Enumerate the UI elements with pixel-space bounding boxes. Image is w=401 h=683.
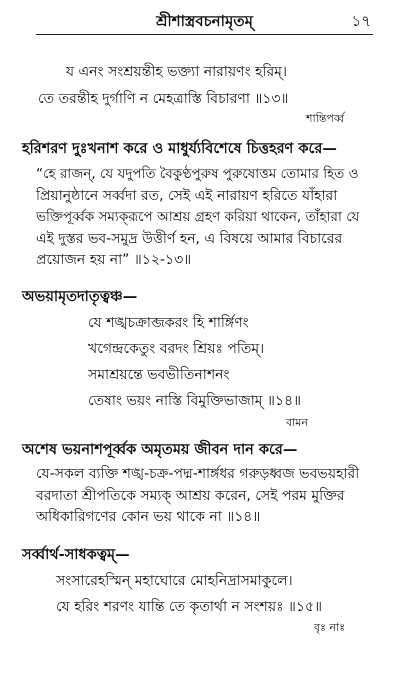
verse-line: যে হরিং শরণং যান্তি তে কৃতার্থা ন সংশয়ঃ ॥১৫॥ — [56, 599, 322, 615]
paragraph-line: অধিকারিগণের কোন ভয় থাকে না ॥১৪॥ — [36, 509, 261, 525]
section-heading: অভয়ামৃতদাতৃত্বঞ্চ— — [22, 289, 138, 305]
running-header — [36, 8, 373, 35]
section-heading: সর্ব্বার্থ-সাধকত্বম্— — [22, 547, 130, 563]
section-heading: অশেষ ভয়নাশপূর্ব্বক অমৃতময় জীবন দান করে— — [22, 442, 298, 458]
verse-line: তে তরন্তীহ দুর্গাণি ন মেহত্রাস্তি বিচারণা ॥১৩॥ — [38, 91, 289, 107]
paragraph-line: “হে রাজন্‌, যে যদুপতি বৈকুণ্ঠপুরুষ পুরুষোত্তম তোমার হিত ও — [36, 166, 359, 182]
paragraph-line: ভক্তিপূর্ব্বক সম্যক্‌রূপে আশ্রয় গ্রহণ করিয়া থাকেন, তাঁহারা যে — [36, 209, 360, 225]
verse-source: বৃঃ নাঃ — [314, 621, 346, 634]
section-heading: হরিশরণ দুঃখনাশ করে ও মাধুর্য্যবিশেষে চিত্তহরণ করে— — [22, 141, 337, 157]
header-title: শ্রীশাস্ত্রবচনামৃতম্ — [156, 12, 253, 30]
verse-line: সংসারেহস্মিন্‌ মহাঘোরে মোহনিদ্রাসমাকুলে। — [56, 573, 293, 589]
verse-source: বামন — [286, 416, 308, 429]
paragraph-line: প্রয়োজন হয় না” ॥১২-১৩॥ — [36, 252, 192, 268]
verse-source: শান্তিপর্ব্ব — [306, 112, 345, 125]
verse-line: য এনং সংশ্রয়ন্তীহ ভক্ত্যা নারায়ণং হরিম্। — [66, 64, 287, 80]
verse-line: সমাশ্রয়ন্তে ভবভীতিনাশনং — [88, 367, 230, 383]
paragraph — [36, 464, 366, 529]
paragraph-line: যে-সকল ব্যক্তি শঙ্খ-চক্র-পদ্ম-শার্ঙ্গধর গরুড়ধ্বজ ভবভয়হারী — [36, 466, 360, 482]
paragraph-line: বরদাতা শ্রীপতিকে সম্যক্‌ আশ্রয় করেন, সেই পরম মুক্তির — [36, 487, 345, 504]
verse-line: খগেন্দ্রকেতুং বরদং শ্রিয়ঃ পতিম্। — [88, 341, 265, 357]
paragraph-line: এই দুস্তর ভব-সমুদ্র উত্তীর্ণ হন, এ বিষয়ে আমার বিচারের — [36, 230, 343, 247]
verse-line: তেষাং ভয়ং নাস্তি বিমুক্তিভাজাম্ ॥১৪॥ — [88, 393, 302, 409]
page-number: ১৭ — [351, 12, 371, 30]
paragraph — [36, 164, 366, 272]
verse-line: যে শঙ্খচক্রাব্জকরং হি শার্ঙ্গিণং — [88, 315, 249, 331]
paragraph-line: প্রিয়ানুষ্ঠানে সর্ব্বদা রত, সেই এই নারায়ণ হরিতে যাঁহারা — [36, 187, 338, 204]
